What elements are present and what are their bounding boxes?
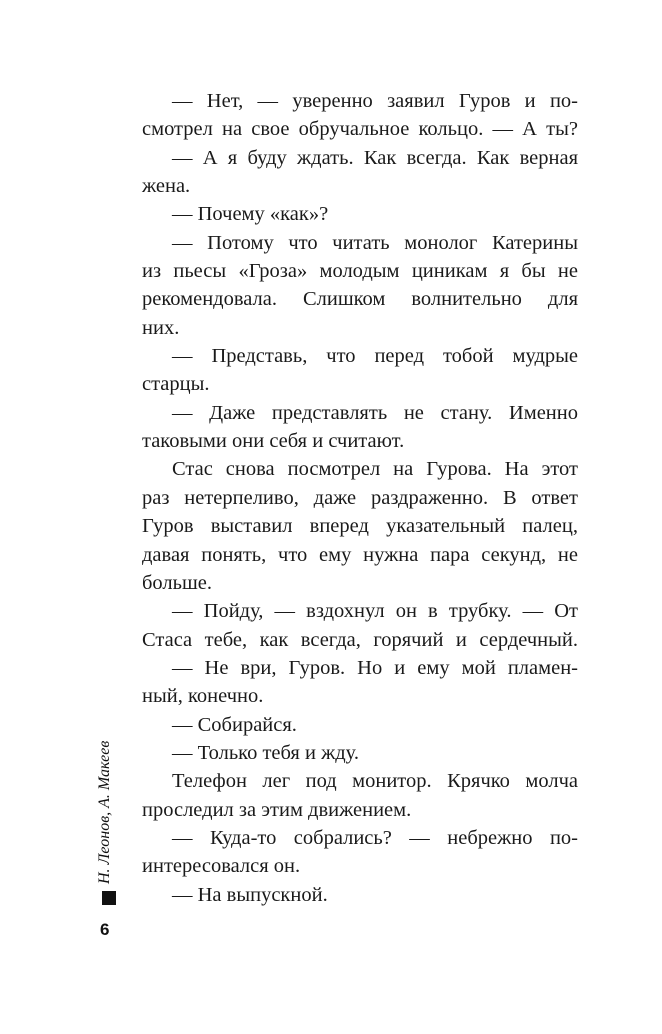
text-line: — На выпускной. bbox=[172, 883, 328, 906]
text-line: Гуров выставил вперед указательный палец, bbox=[142, 515, 578, 538]
text-line: таковыми они себя и считают. bbox=[142, 430, 405, 453]
text-line: — Потому что читать монолог Катерины bbox=[172, 231, 578, 254]
text-line: — Даже представлять не стану. Именно bbox=[172, 401, 578, 424]
square-marker-icon bbox=[102, 891, 116, 905]
text-line: Стас снова посмотрел на Гурова. На этот bbox=[172, 458, 578, 481]
text-line: интересовался он. bbox=[142, 855, 301, 878]
text-line: проследил за этим движением. bbox=[142, 798, 412, 821]
text-line: Телефон лег под монитор. Крячко молча bbox=[172, 770, 578, 793]
text-line: — Не ври, Гуров. Но и ему мой пламен- bbox=[172, 656, 578, 679]
text-line: больше. bbox=[142, 571, 212, 594]
text-line: ный, конечно. bbox=[142, 685, 264, 708]
text-line: рекомендовала. Слишком волнительно для bbox=[142, 288, 578, 311]
text-line: — Представь, что перед тобой мудрые bbox=[172, 345, 578, 368]
page-number: 6 bbox=[100, 920, 110, 939]
text-line: — Куда-то собрались? — небрежно по- bbox=[172, 826, 578, 849]
text-line: раз нетерпеливо, даже раздраженно. В ответ bbox=[142, 486, 578, 509]
text-line: Стаса тебе, как всегда, горячий и сердечный. bbox=[142, 628, 578, 651]
text-line: из пьесы «Гроза» молодым циникам я бы не bbox=[142, 260, 578, 283]
authors-caption: Н. Леонов, А. Макеев bbox=[96, 740, 113, 884]
text-line: — Пойду, — вздохнул он в трубку. — От bbox=[172, 600, 578, 623]
text-line: жена. bbox=[142, 175, 191, 198]
text-line: — Нет, — уверенно заявил Гуров и по- bbox=[172, 90, 578, 112]
text-line: старцы. bbox=[142, 373, 210, 396]
text-line: смотрел на свое обручальное кольцо. — А ты? bbox=[142, 118, 578, 141]
text-line: — А я буду ждать. Как всегда. Как верная bbox=[172, 146, 578, 169]
text-line: давая понять, что ему нужна пара секунд, не bbox=[142, 543, 578, 566]
body-text bbox=[142, 87, 578, 909]
text-line: — Только тебя и жду. bbox=[172, 741, 360, 764]
text-line: них. bbox=[142, 316, 180, 339]
text-line: — Почему «как»? bbox=[172, 203, 329, 226]
text-line: — Собирайся. bbox=[172, 713, 297, 736]
